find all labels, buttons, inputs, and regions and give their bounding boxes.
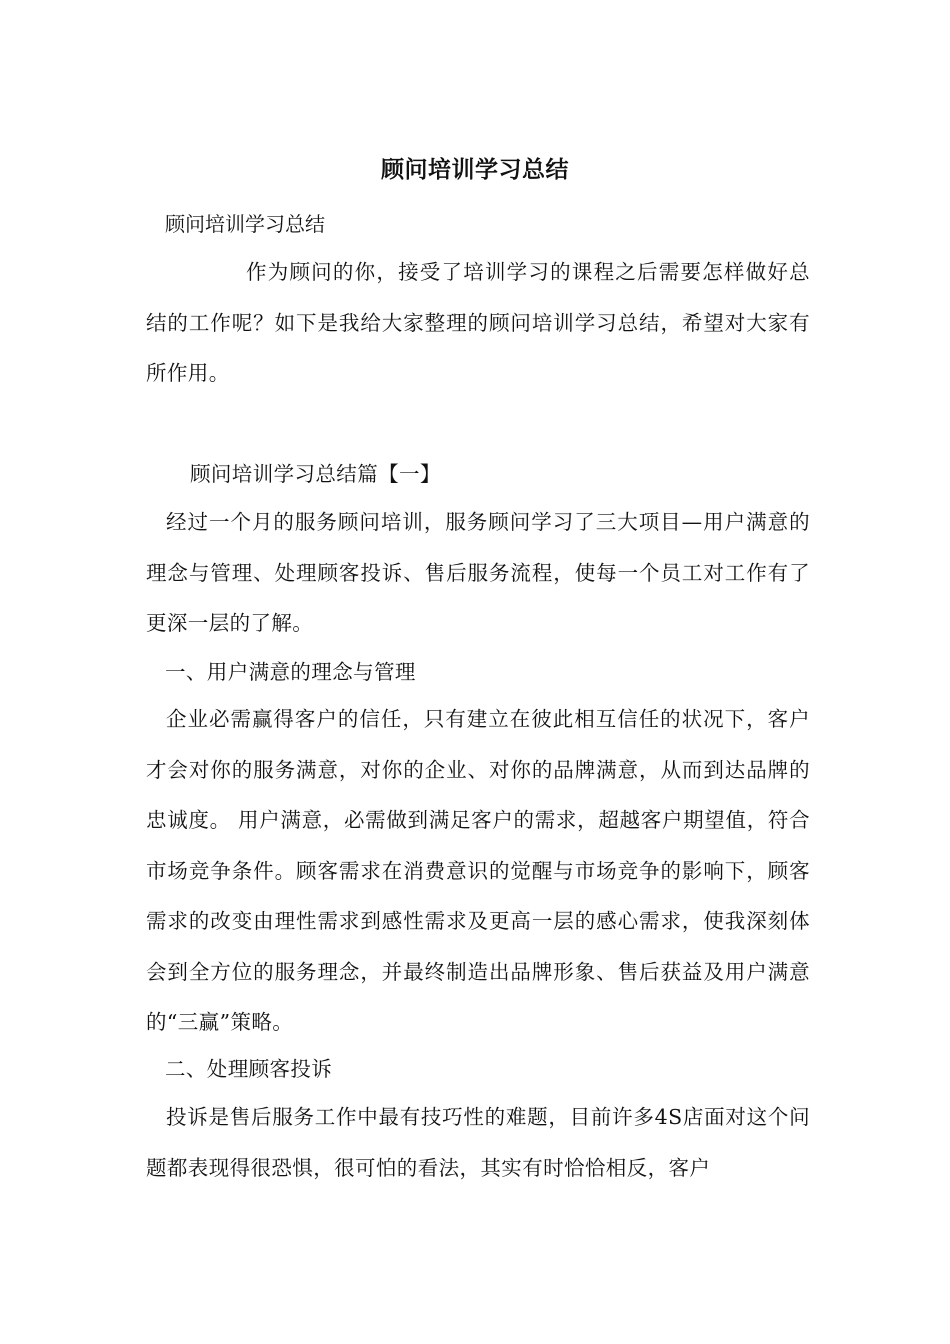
section-heading-1: 一、用户满意的理念与管理: [165, 660, 416, 684]
document-subtitle: 顾问培训学习总结: [165, 212, 325, 236]
body-paragraph-2: 企业必需赢得客户的信任，只有建立在彼此相互信任的状况下，客户才会对你的服务满意，对你的企业、对你的品牌满意，从而到达品牌的忠诚度。 用户满意，必需做到满足客户的需求，超越客户期望值，符合市场竞争条件。顾客需求在消费意识的觉醒与市场竞争的影响下，顾客需求的改变由理性需求到感性需求及更高一层的感心需求，使我深刻体会到全方位的服务理念，并最终制造出品牌形象、售后获益及用户满意的“三赢”策略。: [146, 707, 810, 1034]
part-heading: 顾问培训学习总结篇【一】: [190, 462, 441, 486]
section-heading-2: 二、处理顾客投诉: [165, 1057, 333, 1081]
intro-paragraph: 作为顾问的你，接受了培训学习的课程之后需要怎样做好总结的工作呢？如下是我给大家整理的顾问培训学习总结，希望对大家有所作用。: [146, 260, 810, 385]
body-paragraph-1: 经过一个月的服务顾问培训，服务顾问学习了三大项目—用户满意的理念与管理、处理顾客投诉、售后服务流程，使每一个员工对工作有了更深一层的了解。: [146, 510, 810, 635]
body-paragraph-3: 投诉是售后服务工作中最有技巧性的难题，目前许多4S店面对这个问题都表现得很恐惧，很可怕的看法，其实有时恰恰相反，客户: [146, 1105, 810, 1180]
document-title: 顾问培训学习总结: [381, 156, 569, 183]
